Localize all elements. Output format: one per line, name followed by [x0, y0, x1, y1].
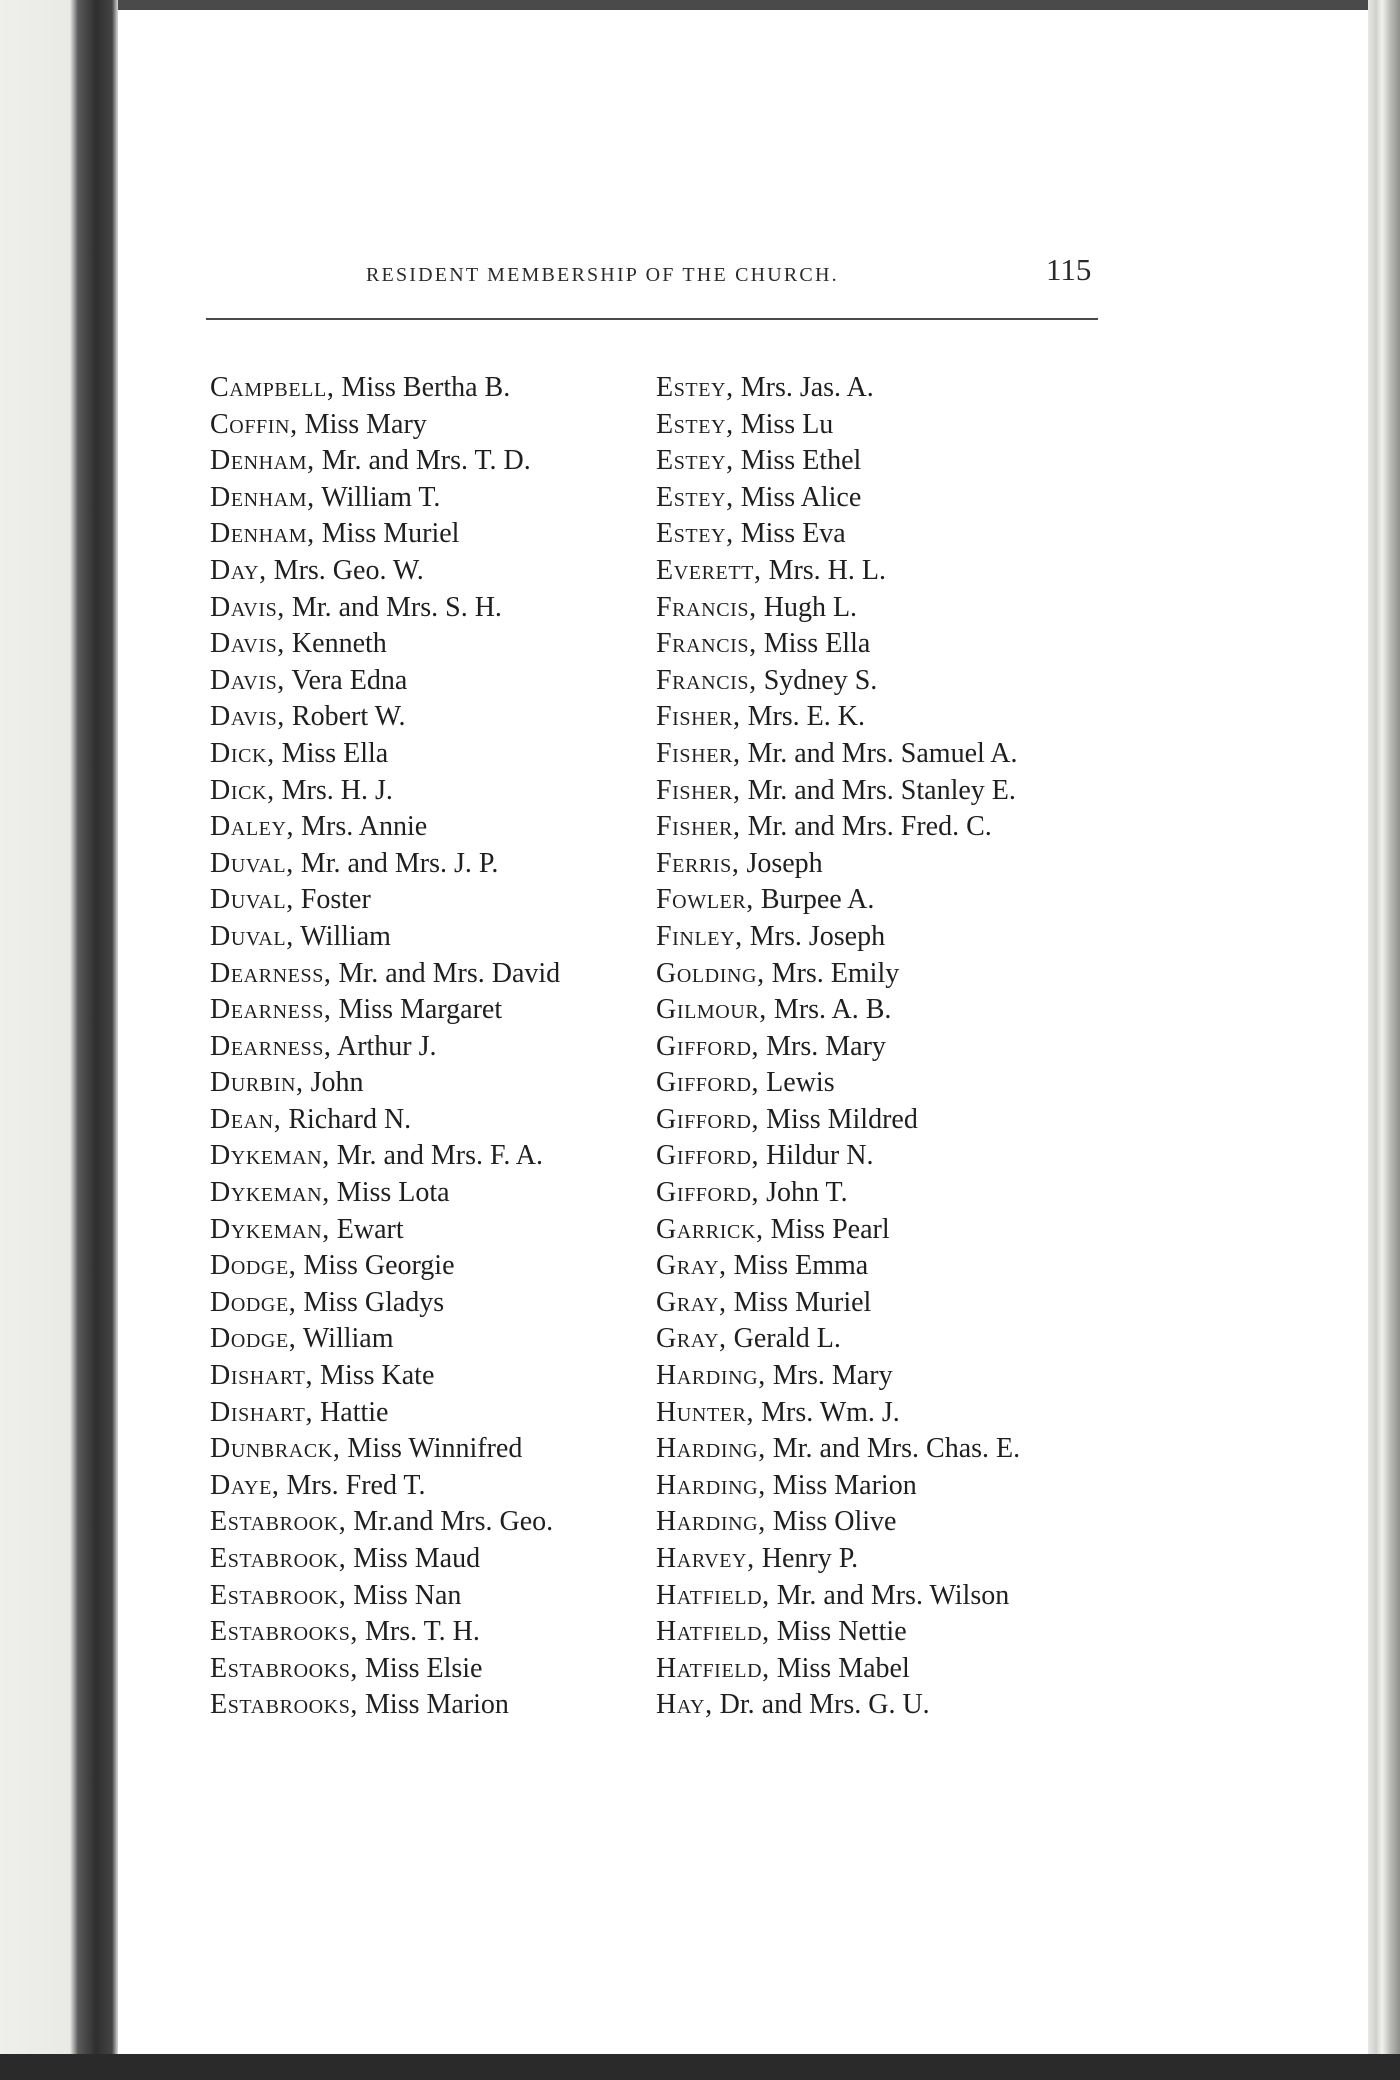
header-rule [206, 318, 1098, 320]
member-surname: Estey, [656, 408, 734, 440]
member-given-name: Miss Nettie [769, 1616, 907, 1648]
member-entry [210, 773, 560, 810]
member-surname: Francis, [656, 628, 757, 660]
member-entry [656, 516, 1020, 553]
member-entry [210, 1541, 560, 1578]
member-entry [210, 1651, 560, 1688]
member-entry [656, 663, 1020, 700]
member-surname: Davis, [210, 591, 285, 623]
member-entry [210, 882, 560, 919]
member-given-name: Mrs. Annie [294, 811, 428, 843]
member-entry [656, 1248, 1020, 1285]
scan-right-edge [1368, 0, 1400, 2080]
member-entry [210, 370, 560, 407]
member-entry [210, 663, 560, 700]
member-entry [656, 1504, 1020, 1541]
member-entry [656, 1358, 1020, 1395]
member-surname: Dodge, [210, 1286, 297, 1318]
member-surname: Estabrooks, [210, 1689, 359, 1721]
member-list-right-column [656, 370, 1020, 1724]
member-surname: Fisher, [656, 701, 741, 733]
member-surname: Dunbrack, [210, 1433, 341, 1465]
member-entry [656, 1395, 1020, 1432]
member-entry [210, 992, 560, 1029]
member-surname: Duval, [210, 884, 294, 916]
member-surname: Estabrook, [210, 1579, 347, 1611]
member-entry [656, 1468, 1020, 1505]
member-entry [656, 846, 1020, 883]
member-given-name: Gerald L. [726, 1323, 841, 1355]
member-given-name: Kenneth [284, 628, 387, 660]
member-entry [210, 1138, 560, 1175]
member-entry [210, 1065, 560, 1102]
member-entry [210, 1504, 560, 1541]
member-entry [210, 1029, 560, 1066]
member-surname: Denham, [210, 481, 315, 513]
member-entry [210, 956, 560, 993]
member-entry [656, 1212, 1020, 1249]
member-surname: Dearness, [210, 1030, 332, 1062]
member-entry [210, 590, 560, 627]
member-given-name: Miss Olive [765, 1506, 897, 1538]
member-surname: Hatfield, [656, 1579, 770, 1611]
member-given-name: Lewis [759, 1067, 835, 1099]
member-given-name: Miss Ella [756, 628, 871, 660]
member-surname: Hunter, [656, 1396, 755, 1428]
member-entry [210, 626, 560, 663]
member-surname: Dick, [210, 737, 275, 769]
member-entry [210, 846, 560, 883]
member-surname: Harding, [656, 1433, 766, 1465]
member-surname: Dodge, [210, 1250, 297, 1282]
member-given-name: Mr. and Mrs. Wilson [769, 1579, 1010, 1611]
member-surname: Ferris, [656, 847, 740, 879]
member-given-name: Mr. and Mrs. Stanley E. [740, 774, 1016, 806]
member-surname: Day, [210, 554, 267, 586]
member-entry [656, 553, 1020, 590]
member-surname: Hatfield, [656, 1616, 770, 1648]
member-entry [210, 1285, 560, 1322]
member-entry [656, 699, 1020, 736]
member-surname: Gray, [656, 1323, 727, 1355]
member-given-name: Mrs. Fred T. [279, 1469, 426, 1501]
member-given-name: Mrs. Mary [765, 1360, 893, 1392]
member-given-name: Mr. and Mrs. S. H. [284, 591, 502, 623]
member-given-name: Vera Edna [284, 664, 408, 696]
member-surname: Gray, [656, 1250, 727, 1282]
member-surname: Dykeman, [210, 1213, 330, 1245]
member-surname: Dykeman, [210, 1177, 330, 1209]
member-surname: Estabrook, [210, 1506, 347, 1538]
member-given-name: Sydney S. [756, 664, 878, 696]
member-surname: Dykeman, [210, 1140, 330, 1172]
member-entry [210, 736, 560, 773]
member-entry [656, 956, 1020, 993]
member-surname: Gray, [656, 1286, 727, 1318]
member-given-name: Mrs. H. L. [761, 554, 887, 586]
member-entry [656, 809, 1020, 846]
member-surname: Garrick, [656, 1213, 764, 1245]
member-entry [656, 882, 1020, 919]
member-surname: Dick, [210, 774, 275, 806]
member-surname: Harding, [656, 1506, 766, 1538]
member-given-name: John [303, 1067, 364, 1099]
member-given-name: William [296, 1323, 394, 1355]
member-given-name: John T. [759, 1177, 848, 1209]
member-given-name: Miss Mildred [759, 1103, 918, 1135]
member-given-name: Mrs. Emily [764, 957, 900, 989]
member-entry [210, 443, 560, 480]
member-surname: Daye, [210, 1469, 280, 1501]
member-list-left-column [210, 370, 560, 1724]
member-entry [210, 1358, 560, 1395]
member-entry [656, 1175, 1020, 1212]
member-given-name: Mrs. Joseph [742, 920, 886, 952]
member-entry [210, 1395, 560, 1432]
page-number: 115 [1046, 252, 1092, 287]
member-entry [210, 516, 560, 553]
member-surname: Campbell, [210, 372, 335, 403]
member-surname: Dishart, [210, 1360, 314, 1392]
member-surname: Davis, [210, 701, 285, 733]
member-given-name: Mrs. T. H. [358, 1616, 480, 1648]
member-surname: Estey, [656, 372, 734, 403]
member-entry [210, 1578, 560, 1615]
member-entry [210, 1102, 560, 1139]
member-entry [210, 1248, 560, 1285]
member-given-name: Mr. and Mrs. Chas. E. [765, 1433, 1021, 1465]
member-surname: Davis, [210, 664, 285, 696]
member-surname: Estey, [656, 518, 734, 550]
member-entry [210, 919, 560, 956]
member-surname: Coffin, [210, 408, 298, 440]
member-surname: Estey, [656, 481, 734, 513]
member-surname: Duval, [210, 920, 294, 952]
member-entry [656, 1029, 1020, 1066]
member-entry [656, 1102, 1020, 1139]
member-surname: Estabrooks, [210, 1652, 359, 1684]
member-surname: Harvey, [656, 1543, 755, 1574]
member-entry [656, 407, 1020, 444]
member-entry [656, 626, 1020, 663]
member-given-name: Miss Emma [726, 1250, 869, 1282]
member-entry [210, 1431, 560, 1468]
member-given-name: Miss Gladys [296, 1286, 445, 1318]
member-entry [210, 407, 560, 444]
member-given-name: Miss Kate [313, 1360, 435, 1392]
member-given-name: Joseph [739, 847, 823, 879]
member-given-name: Mrs. Jas. A. [733, 372, 874, 403]
member-surname: Finley, [656, 920, 743, 952]
member-surname: Dean, [210, 1103, 282, 1135]
member-entry [210, 1614, 560, 1651]
member-entry [210, 1687, 560, 1724]
member-given-name: Mr. and Mrs. Samuel A. [740, 737, 1018, 769]
member-entry [656, 1614, 1020, 1651]
member-given-name: Miss Nan [346, 1579, 462, 1611]
member-given-name: Miss Alice [733, 481, 862, 513]
member-given-name: Hattie [313, 1396, 389, 1428]
member-entry [656, 590, 1020, 627]
member-given-name: Miss Mary [297, 408, 427, 440]
member-given-name: Miss Bertha B. [334, 372, 511, 403]
member-given-name: Hugh L. [756, 591, 858, 623]
member-given-name: Mr.and Mrs. Geo. [346, 1506, 554, 1538]
member-entry [656, 1431, 1020, 1468]
member-entry [656, 1651, 1020, 1688]
member-surname: Duval, [210, 847, 294, 879]
member-given-name: Mrs. A. B. [766, 994, 892, 1026]
member-given-name: Dr. and Mrs. G. U. [712, 1689, 930, 1721]
member-surname: Gifford, [656, 1067, 760, 1099]
member-surname: Hay, [656, 1689, 713, 1721]
member-surname: Daley, [210, 811, 295, 843]
member-entry [656, 919, 1020, 956]
member-given-name: Miss Ella [274, 737, 389, 769]
member-given-name: Miss Margaret [331, 994, 503, 1026]
member-entry [656, 1321, 1020, 1358]
member-entry [656, 736, 1020, 773]
member-given-name: Mrs. E. K. [740, 701, 866, 733]
member-surname: Golding, [656, 957, 765, 989]
member-surname: Hatfield, [656, 1652, 770, 1684]
member-entry [656, 773, 1020, 810]
member-surname: Durbin, [210, 1067, 304, 1099]
member-given-name: Burpee A. [753, 884, 875, 916]
member-given-name: Miss Marion [358, 1689, 509, 1721]
member-given-name: Mr. and Mrs. T. D. [314, 445, 531, 477]
member-given-name: Miss Elsie [358, 1652, 483, 1684]
member-given-name: William [293, 920, 391, 952]
member-surname: Gifford, [656, 1103, 760, 1135]
member-surname: Harding, [656, 1469, 766, 1501]
member-surname: Gifford, [656, 1177, 760, 1209]
running-head: RESIDENT MEMBERSHIP OF THE CHURCH. [366, 264, 839, 286]
member-surname: Gifford, [656, 1140, 760, 1172]
member-entry [656, 1541, 1020, 1578]
member-given-name: Henry P. [754, 1543, 859, 1574]
member-surname: Gifford, [656, 1030, 760, 1062]
member-given-name: Miss Marion [765, 1469, 917, 1501]
member-surname: Estabrooks, [210, 1616, 359, 1648]
member-given-name: Miss Lota [329, 1177, 450, 1209]
member-given-name: Mrs. Wm. J. [754, 1396, 900, 1428]
member-entry [656, 370, 1020, 407]
member-given-name: Foster [293, 884, 371, 916]
member-given-name: Miss Lu [733, 408, 834, 440]
member-given-name: Arthur J. [331, 1030, 437, 1062]
member-given-name: Miss Winnifred [340, 1433, 523, 1465]
member-entry [656, 480, 1020, 517]
member-given-name: Ewart [329, 1213, 404, 1245]
member-given-name: Miss Pearl [763, 1213, 890, 1245]
member-entry [210, 1321, 560, 1358]
member-given-name: Hildur N. [759, 1140, 874, 1172]
member-given-name: Miss Eva [733, 518, 846, 550]
member-entry [210, 699, 560, 736]
member-entry [210, 553, 560, 590]
member-entry [656, 1285, 1020, 1322]
member-surname: Gilmour, [656, 994, 767, 1026]
member-entry [656, 1687, 1020, 1724]
member-entry [210, 1212, 560, 1249]
member-entry [210, 809, 560, 846]
member-given-name: Miss Maud [346, 1543, 481, 1574]
member-entry [210, 1468, 560, 1505]
member-given-name: Miss Muriel [314, 518, 460, 550]
member-surname: Fowler, [656, 884, 754, 916]
member-surname: Fisher, [656, 811, 741, 843]
member-given-name: Miss Ethel [733, 445, 862, 477]
member-given-name: Mr. and Mrs. F. A. [329, 1140, 544, 1172]
member-given-name: Mr. and Mrs. David [331, 957, 561, 989]
member-given-name: Mr. and Mrs. Fred. C. [740, 811, 992, 843]
member-given-name: Richard N. [281, 1103, 412, 1135]
member-surname: Everett, [656, 554, 762, 586]
member-surname: Dodge, [210, 1323, 297, 1355]
member-surname: Francis, [656, 591, 757, 623]
member-given-name: Miss Georgie [296, 1250, 455, 1282]
member-surname: Fisher, [656, 737, 741, 769]
member-given-name: Miss Mabel [769, 1652, 910, 1684]
member-surname: Francis, [656, 664, 757, 696]
member-surname: Denham, [210, 518, 315, 550]
member-surname: Davis, [210, 628, 285, 660]
member-given-name: Robert W. [284, 701, 406, 733]
member-entry [656, 443, 1020, 480]
scan-bottom-edge [0, 2054, 1400, 2080]
member-entry [210, 480, 560, 517]
member-given-name: Mrs. H. J. [274, 774, 393, 806]
member-given-name: Miss Muriel [726, 1286, 872, 1318]
member-surname: Dearness, [210, 994, 332, 1026]
member-surname: Dishart, [210, 1396, 314, 1428]
scan-left-binding [0, 0, 118, 2080]
member-entry [656, 1065, 1020, 1102]
member-surname: Estey, [656, 445, 734, 477]
member-entry [656, 1578, 1020, 1615]
member-given-name: Mr. and Mrs. J. P. [293, 847, 499, 879]
member-surname: Fisher, [656, 774, 741, 806]
member-given-name: William T. [314, 481, 441, 513]
member-surname: Estabrook, [210, 1543, 347, 1574]
member-entry [210, 1175, 560, 1212]
member-entry [656, 992, 1020, 1029]
member-surname: Dearness, [210, 957, 332, 989]
member-given-name: Mrs. Mary [759, 1030, 886, 1062]
member-entry [656, 1138, 1020, 1175]
member-given-name: Mrs. Geo. W. [266, 554, 424, 586]
member-surname: Harding, [656, 1360, 766, 1392]
member-surname: Denham, [210, 445, 315, 477]
